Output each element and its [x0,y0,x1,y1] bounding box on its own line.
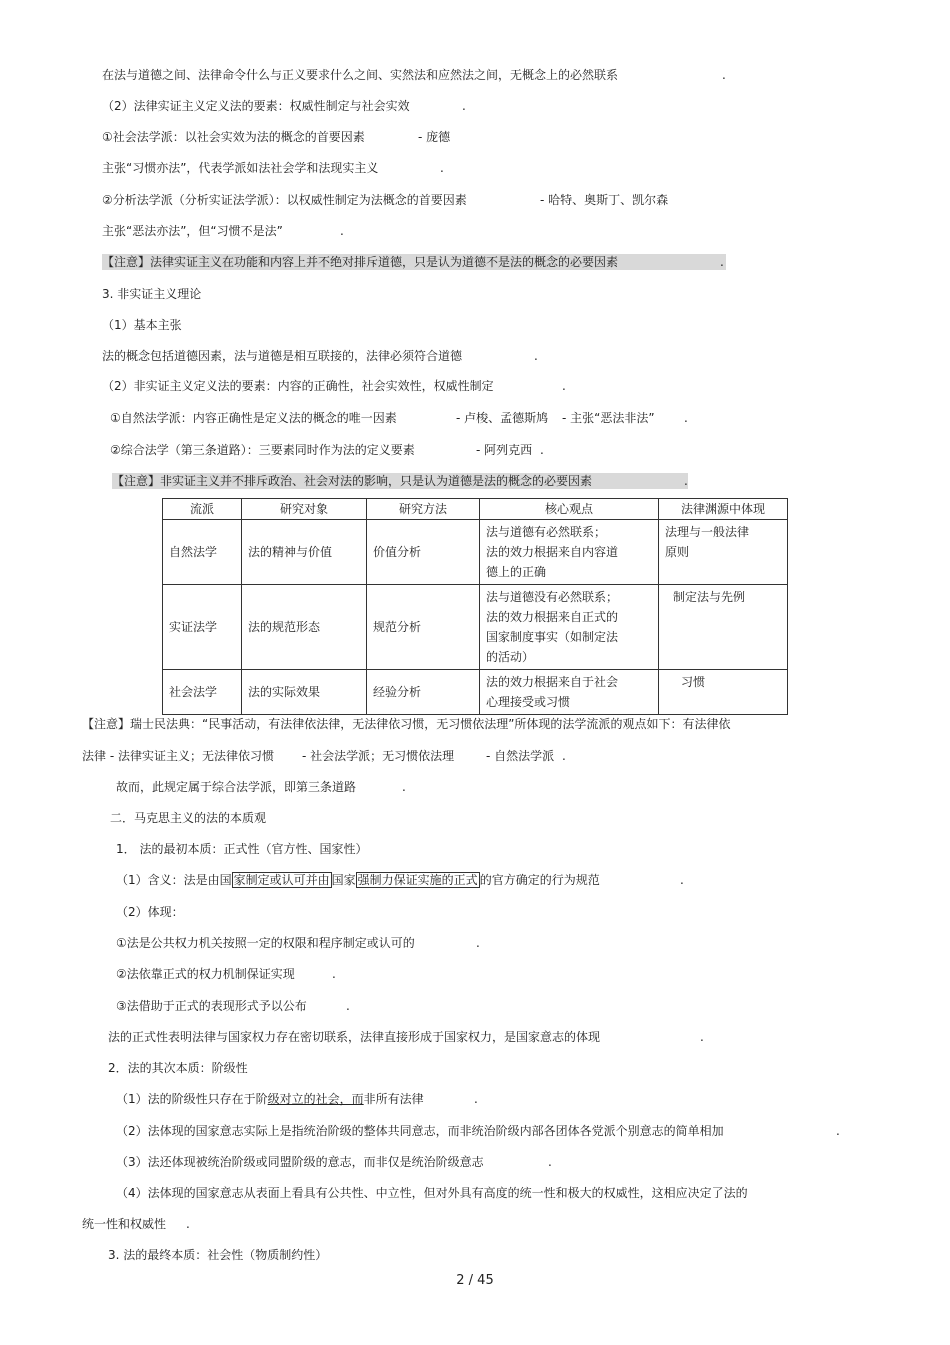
col-header: 核心观点 [480,499,659,520]
text-line: （1）含义：法是由国 家制定或认可并由 国家 强制力保证实施的正式 的官方确定的行为规范 [116,873,600,887]
text-line: 【注意】瑞士民法典：“民事活动，有法律依法律，无法律依习惯，无习惯依法理”所体现的法学流派的观点如下：有法律依 [82,717,731,731]
punct: . [562,749,566,763]
table-cell: 自然法学 [163,520,242,585]
punct: . [548,1155,552,1169]
section-heading: 二．马克思主义的法的本质观 [110,811,267,825]
col-header: 研究方法 [367,499,480,520]
punct: . [700,1030,704,1044]
text-line: ②法依靠正式的权力机制保证实现 [116,967,295,981]
table-cell: 法的实际效果 [242,670,367,715]
table-cell: 实证法学 [163,585,242,670]
note-highlight: 【注意】非实证主义并不排斥政治、社会对法的影响，只是认为道德是法的概念的必要因素 . [112,474,688,488]
text-line: 主张“习惯亦法”，代表学派如法社会学和法现实主义 [102,161,379,175]
punct: . [540,443,544,457]
table-cell: 习惯 [659,670,788,715]
table-cell: 制定法与先例 [659,585,788,670]
text-line: - 庞德 [418,130,451,144]
punct: . [402,780,406,794]
text-line: （2）法体现的国家意志实际上是指统治阶级的整体共同意志，而非统治阶级内部各团体各党派个别意志的简单相加 [116,1124,724,1138]
punct: . [332,967,336,981]
punct: . [534,349,538,363]
punct: . [346,999,350,1013]
text-line: 法律 - 法律实证主义；无法律依习惯 [82,749,274,763]
col-header: 流派 [163,499,242,520]
punct: . [474,1092,478,1106]
text-line: - 阿列克西 [476,443,533,457]
table-cell: 法的规范形态 [242,585,367,670]
punct: . [340,224,344,238]
punct: . [462,99,466,113]
text-line: （2）非实证主义定义法的要素：内容的正确性，社会实效性，权威性制定 [102,379,494,393]
table-row [163,585,788,670]
section-heading: 3. 法的最终本质：社会性（物质制约性） [108,1248,328,1262]
text-line: ②分析法学派（分析实证法学派）：以权威性制定为法概念的首要因素 [102,193,467,207]
punct: . [836,1124,840,1138]
text-line: - 主张“恶法非法” [562,411,655,425]
text-line: 主张“恶法亦法”，但“习惯不是法” [102,224,283,238]
text-line: （3）法还体现被统治阶级或同盟阶级的意志，而非仅是统治阶级意志 [116,1155,484,1169]
punct: . [562,379,566,393]
text-line: ③法借助于正式的表现形式予以公布 [116,999,307,1013]
text-line: 故而，此规定属于综合法学派，即第三条道路 [116,780,357,794]
comparison-table [162,498,788,715]
section-heading: 2．法的其次本质：阶级性 [108,1061,248,1075]
text-line: - 自然法学派 [486,749,555,763]
text-line: ①法是公共权力机关按照一定的权限和程序制定或认可的 [116,936,415,950]
punct: . [680,873,684,887]
text-line: （4）法体现的国家意志从表面上看具有公共性、中立性，但对外具有高度的统一性和极大的权威性，这相应决定了法的 [116,1186,748,1200]
text-line: - 卢梭、孟德斯鸠 [456,411,549,425]
text-line: （1）基本主张 [102,318,182,332]
col-header: 法律渊源中体现 [659,499,788,520]
table-cell: 法与道德有必然联系； 法的效力根据来自内容道 德上的正确 [480,520,659,585]
table-cell: 规范分析 [367,585,480,670]
punct: . [684,411,688,425]
table-cell: 经验分析 [367,670,480,715]
punct: . [476,936,480,950]
text-line: （2）法律实证主义定义法的要素：权威性制定与社会实效 [102,99,410,113]
punct: . [440,161,444,175]
boxed-phrase: 家制定或认可并由 [233,873,330,887]
text-line: 法的概念包括道德因素，法与道德是相互联接的，法律必须符合道德 [102,349,463,363]
underlined-phrase: 级对立的社会，而 [267,1092,364,1106]
table-cell: 社会法学 [163,670,242,715]
table-row [163,670,788,715]
text-line: （2）体现： [116,905,184,919]
table-row [163,520,788,585]
text-line: 统一性和权威性 [82,1217,167,1231]
page-number: 2 / 45 [456,1273,494,1288]
text-line: 在法与道德之间、法律命令什么与正义要求什么之间、实然法和应然法之间，无概念上的必然联系 [102,68,619,82]
table-header-row [163,499,788,520]
text-line: ②综合法学（第三条道路）：三要素同时作为法的定义要素 [110,443,415,457]
table-cell: 法与道德没有必然联系； 法的效力根据来自正式的 国家制度事实（如制定法 的活动） [480,585,659,670]
punct: . [186,1217,190,1231]
table-cell: 法理与一般法律 原则 [659,520,788,585]
table-cell: 法的效力根据来自于社会 心理接受或习惯 [480,670,659,715]
col-header: 研究对象 [242,499,367,520]
boxed-phrase: 强制力保证实施的正式 [357,873,478,887]
text-line: （1）法的阶级性只存在于阶级对立的社会，而非所有法律 [116,1092,424,1106]
note-highlight: 【注意】法律实证主义在功能和内容上并不绝对排斥道德，只是认为道德不是法的概念的必要因素 . [102,254,726,270]
text-line: 法的正式性表明法律与国家权力存在密切联系，法律直接形成于国家权力，是国家意志的体现 [108,1030,601,1044]
text-line: - 社会法学派；无习惯依法理 [302,749,455,763]
table-cell: 法的精神与价值 [242,520,367,585]
punct: . [722,68,726,82]
text-line: ①社会法学派：以社会实效为法的概念的首要因素 [102,130,365,144]
section-heading: 3. 非实证主义理论 [102,287,202,301]
text-line: ①自然法学派：内容正确性是定义法的概念的唯一因素 [110,411,397,425]
table-cell: 价值分析 [367,520,480,585]
section-heading: 1． 法的最初本质：正式性（官方性、国家性） [116,842,368,856]
text-line: - 哈特、奥斯丁、凯尔森 [540,193,669,207]
